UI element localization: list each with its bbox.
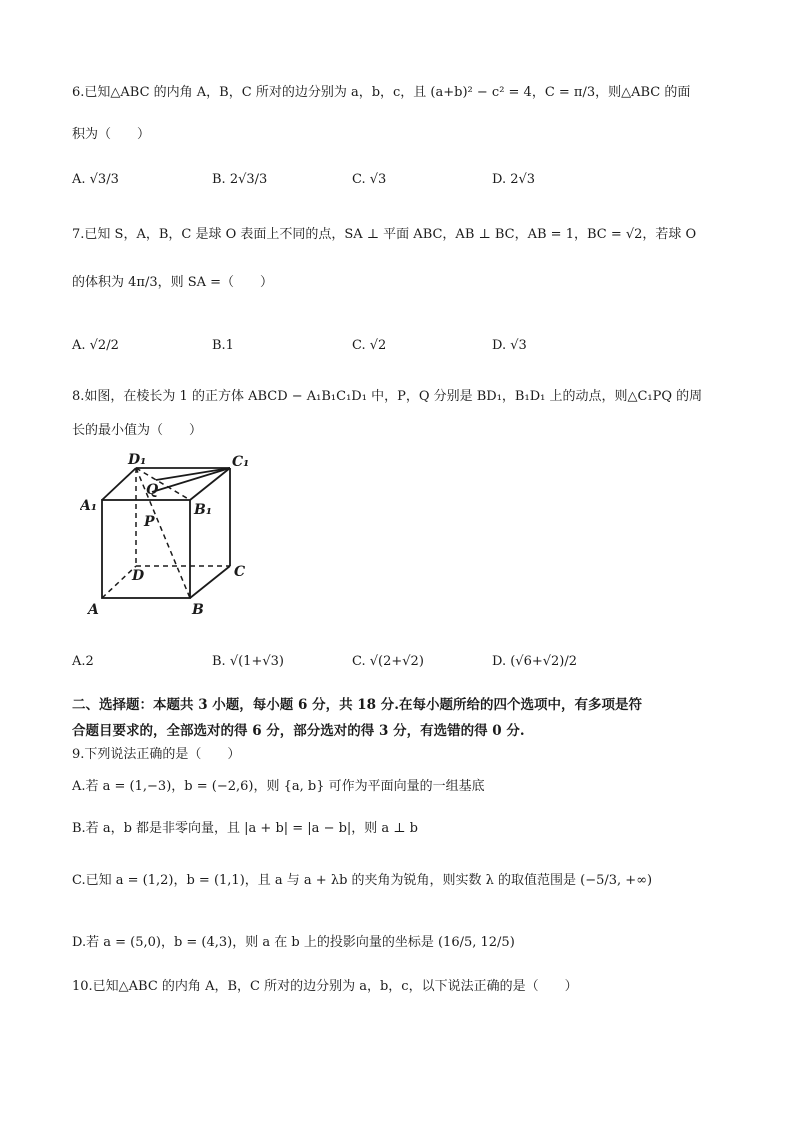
q7-line1: 7.已知 S，A，B，C 是球 O 表面上不同的点，SA ⊥ 平面 ABC，AB ⊥ BC，AB = 1，BC = √2，若球 O	[72, 227, 697, 242]
q9-option-a: A.若 a = (1,−3)，b = (−2,6)，则 {a, b} 可作为平面向量的一组基底	[72, 779, 485, 794]
q9-option-d: D.若 a = (5,0)，b = (4,3)，则 a 在 b 上的投影向量的坐标是 (16/5, 12/5)	[72, 935, 515, 950]
diagonal-b1d1	[136, 468, 190, 500]
q7-line2: 的体积为 4π/3，则 SA =（ ）	[72, 275, 274, 290]
q6-option-c: C. √3	[352, 172, 387, 187]
q9-stem: 9.下列说法正确的是（ ）	[72, 747, 241, 762]
cube-figure	[80, 452, 260, 620]
section2-line2: 合题目要求的，全部选对的得 6 分，部分选对的得 3 分，有选错的得 0 分.	[72, 723, 525, 739]
q6-line2: 积为（ ）	[72, 127, 151, 142]
q9-option-c: C.已知 a = (1,2)，b = (1,1)，且 a 与 a + λb 的夹角为锐角，则实数 λ 的取值范围是 (−5/3, +∞)	[72, 873, 653, 888]
label-a1: A₁	[80, 498, 97, 514]
q6-options	[72, 162, 732, 198]
q8-option-a: A.2	[72, 654, 94, 669]
q7-option-d: D. √3	[492, 338, 527, 353]
label-b: B	[192, 602, 204, 618]
q6-option-b: B. 2√3/3	[212, 172, 268, 187]
label-d: D	[132, 568, 145, 584]
q8-option-c: C. √(2+√2)	[352, 654, 424, 669]
label-b1: B₁	[194, 502, 212, 518]
q6-line1: 6.已知△ABC 的内角 A，B，C 所对的边分别为 a，b，c，且 (a+b)² − c² = 4，C = π/3，则△ABC 的面	[72, 85, 691, 100]
q8-options	[72, 644, 732, 680]
q9-option-b: B.若 a，b 都是非零向量，且 |a + b| = |a − b|，则 a ⊥ b	[72, 821, 418, 836]
label-c1: C₁	[232, 454, 250, 470]
label-d1: D₁	[128, 452, 147, 468]
q8-option-b: B. √(1+√3)	[212, 654, 284, 669]
q8-line2: 长的最小值为（ ）	[72, 423, 203, 438]
edge-bc	[190, 566, 230, 598]
q7-option-c: C. √2	[352, 338, 387, 353]
q8-line1: 8.如图，在棱长为 1 的正方体 ABCD − A₁B₁C₁D₁ 中，P，Q 分别是 BD₁，B₁D₁ 上的动点，则△C₁PQ 的周	[72, 389, 703, 404]
q7-options	[72, 328, 732, 364]
label-c: C	[234, 564, 246, 580]
q8-option-d: D. (√6+√2)/2	[492, 654, 578, 669]
label-a: A	[88, 602, 99, 618]
section2-line1: 二、选择题：本题共 3 小题，每小题 6 分，共 18 分.在每小题所给的四个选项中，有多项是符	[72, 697, 642, 713]
q7-option-a: A. √2/2	[72, 338, 119, 353]
label-q: Q	[146, 482, 159, 498]
edge-a1d1	[102, 468, 136, 500]
hidden-edge-ad	[102, 566, 136, 598]
q10-stem: 10.已知△ABC 的内角 A，B，C 所对的边分别为 a，b，c，以下说法正确的是（ ）	[72, 979, 578, 994]
q6-option-d: D. 2√3	[492, 172, 536, 187]
segment-pc1	[152, 468, 230, 492]
label-p: P	[144, 514, 155, 530]
segment-qc1	[156, 468, 230, 480]
q6-option-a: A. √3/3	[72, 172, 119, 187]
q7-option-b: B.1	[212, 338, 234, 353]
